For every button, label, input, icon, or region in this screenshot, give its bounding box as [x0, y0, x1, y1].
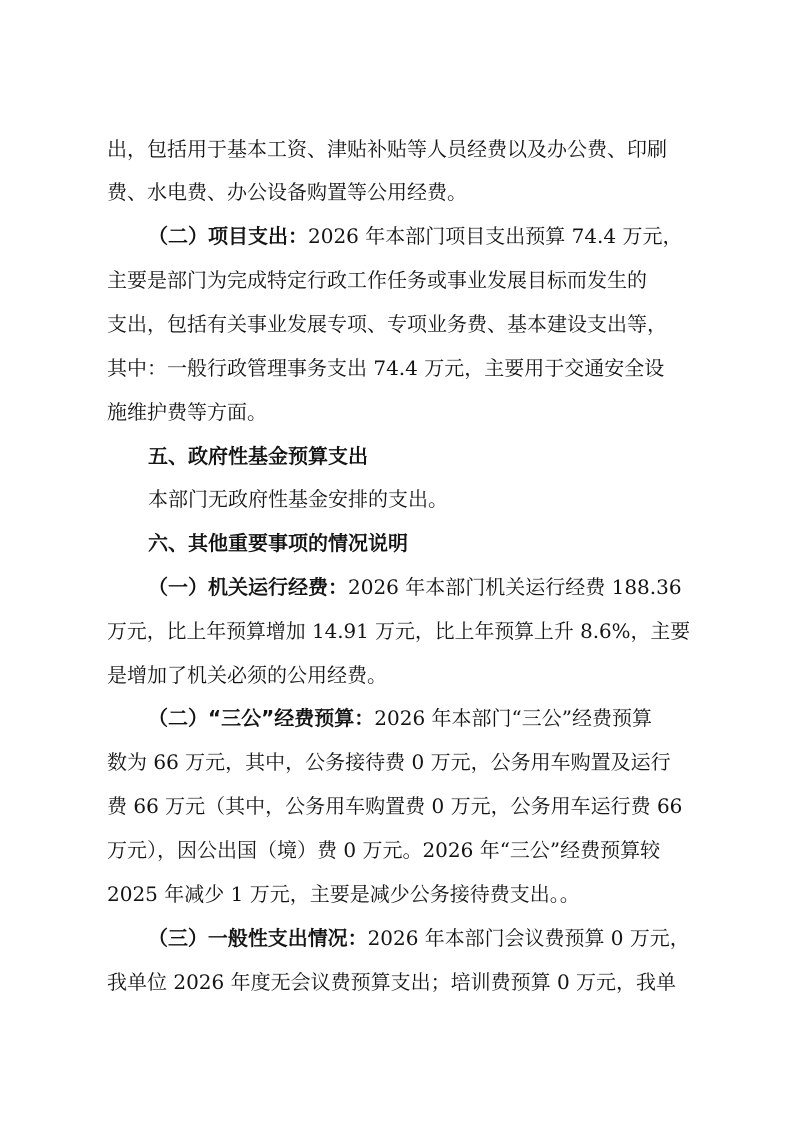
text-line: 是增加了机关必须的公用经费。 — [107, 663, 387, 687]
text-line: 2026 年本部门项目支出预算 74.4 万元， — [308, 224, 683, 248]
text-line: 主要是部门为完成特定行政工作任务或事业发展目标而发生的 — [107, 268, 647, 292]
section-heading: 五、政府性基金预算支出 — [148, 444, 368, 468]
text-line: 数为 66 万元，其中，公务接待费 0 万元，公务用车购置及运行 — [107, 750, 671, 774]
section-heading: 六、其他重要事项的情况说明 — [148, 531, 408, 555]
text-line: 2026 年本部门机关运行经费 188.36 — [348, 575, 682, 599]
section-lead-project-expenditure: （二）项目支出： — [148, 224, 308, 248]
text-line: 2026 年本部门会议费预算 0 万元， — [367, 926, 690, 950]
text-line: 2025 年减少 1 万元，主要是减少公务接待费支出。。 — [107, 882, 580, 906]
text-line: 本部门无政府性基金安排的支出。 — [148, 487, 448, 511]
text-line: 出，包括用于基本工资、津贴补贴等人员经费以及办公费、印刷 — [107, 137, 667, 161]
text-line: 费 66 万元（其中，公务用车购置费 0 万元，公务用车运行费 66 — [107, 794, 683, 818]
text-line: 费、水电费、办公设备购置等公用经费。 — [107, 180, 467, 204]
text-line: 万元），因公出国（境）费 0 万元。2026 年“三公”经费预算较 — [107, 838, 661, 862]
text-line: 支出，包括有关事业发展专项、专项业务费、基本建设支出等， — [107, 312, 667, 336]
section-lead-three-public: （二）“三公”经费预算： — [148, 706, 375, 730]
section-lead-general-expenditure: （三）一般性支出情况： — [148, 926, 368, 950]
text-line: 施维护费等方面。 — [107, 400, 267, 424]
text-line: 万元，比上年预算增加 14.91 万元，比上年预算上升 8.6%，主要 — [107, 619, 691, 643]
text-line: 我单位 2026 年度无会议费预算支出；培训费预算 0 万元，我单 — [107, 970, 677, 994]
text-line: 其中：一般行政管理事务支出 74.4 万元，主要用于交通安全设 — [107, 356, 665, 380]
text-line: 2026 年本部门“三公”经费预算 — [374, 706, 653, 730]
section-lead-operating-costs: （一）机关运行经费： — [148, 575, 348, 599]
